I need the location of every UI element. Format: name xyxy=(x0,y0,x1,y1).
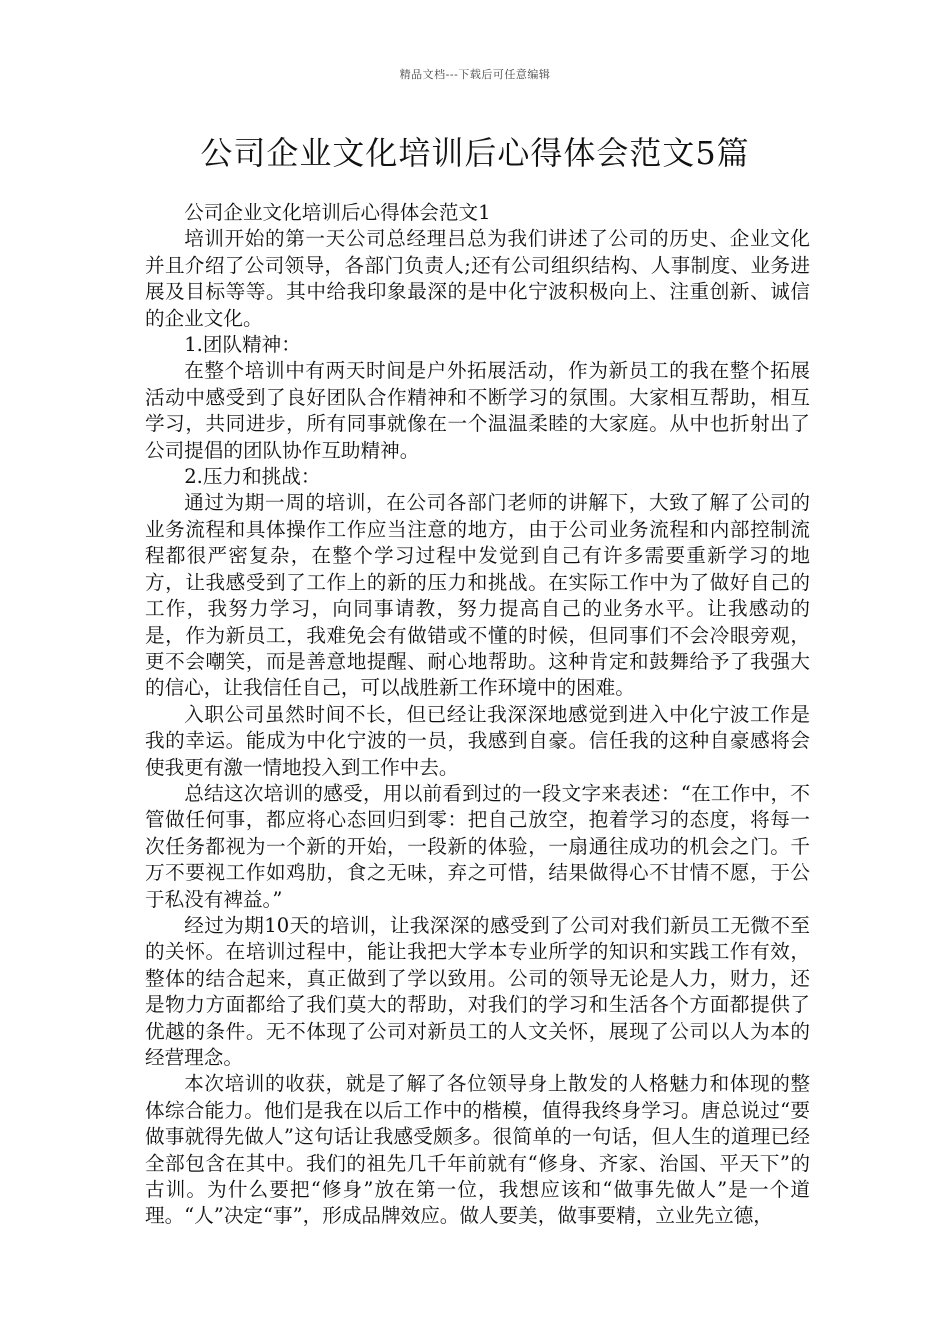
body-paragraph: 入职公司虽然时间不长，但已经让我深深地感觉到进入中化宁波工作是我的幸运。能成为中化宁波的一员，我感到自豪。信任我的这种自豪感将会使我更有激一情地投入到工作中去。 xyxy=(145,702,810,779)
subtitle-paragraph: 公司企业文化培训后心得体会范文1 xyxy=(184,201,491,224)
document-body xyxy=(145,200,810,1230)
body-paragraph: 经过为期10天的培训，让我深深的感受到了公司对我们新员工无微不至的关怀。在培训过程中，能让我把大学本专业所学的知识和实践工作有效，整体的结合起来，真正做到了学以致用。公司的领导无论是人力，财力，还是物力方面都给了我们莫大的帮助，对我们的学习和生活各个方面都提供了优越的条件。无不体现了公司对新员工的人文关怀，展现了公司以人为本的经营理念。 xyxy=(145,913,810,1069)
body-paragraph: 本次培训的收获，就是了解了各位领导身上散发的人格魅力和体现的整体综合能力。他们是我在以后工作中的楷模，值得我终身学习。唐总说过“要做事就得先做人”这句话让我感受颇多。很简单的一句话，但人生的道理已经全部包含在其中。我们的祖先几千年前就有“修身、齐家、治国、平天下”的古训。为什么要把“修身”放在第一位，我想应该和“做事先做人”是一个道理。“人”决定“事”，形成品牌效应。做人要美，做事要精，立业先立德， xyxy=(145,1072,810,1228)
body-paragraph: 通过为期一周的培训，在公司各部门老师的讲解下，大致了解了公司的业务流程和具体操作工作应当注意的地方，由于公司业务流程和内部控制流程都很严密复杂，在整个学习过程中发觉到自己有许多需要重新学习的地方，让我感受到了工作上的新的压力和挑战。在实际工作中为了做好自己的工作，我努力学习，向同事请教，努力提高自己的业务水平。让我感动的是，作为新员工，我难免会有做错或不懂的时候，但同事们不会冷眼旁观，更不会嘲笑，而是善意地提醒、耐心地帮助。这种肯定和鼓舞给予了我强大的信心，让我信任自己，可以战胜新工作环境中的困难。 xyxy=(145,491,810,700)
body-paragraph: 在整个培训中有两天时间是户外拓展活动，作为新员工的我在整个拓展活动中感受到了良好团队合作精神和不断学习的氛围。大家相互帮助，相互学习，共同进步，所有同事就像在一个温温柔睦的大家庭。从中也折射出了公司提倡的团队协作互助精神。 xyxy=(145,359,810,462)
document-title: 公司企业文化培训后心得体会范文5篇 xyxy=(200,134,750,172)
section-heading-pressure-challenge: 2.压力和挑战： xyxy=(184,465,321,489)
body-paragraph: 培训开始的第一天公司总经理吕总为我们讲述了公司的历史、企业文化并且介绍了公司领导，各部门负责人;还有公司组织结构、人事制度、业务进展及目标等等。其中给我印象最深的是中化宁波积极向上、注重创新、诚信的企业文化。 xyxy=(145,227,810,330)
body-paragraph: 总结这次培训的感受，用以前看到过的一段文字来表述：“在工作中，不管做任何事，都应将心态回归到零：把自己放空，抱着学习的态度，将每一次任务都视为一个新的开始，一段新的体验，一扇通往成功的机会之门。千万不要视工作如鸡肋，食之无味，弃之可惜，结果做得心不甘情不愿，于公于私没有裨益。” xyxy=(145,781,810,911)
section-heading-team-spirit: 1.团队精神： xyxy=(184,333,301,357)
header-note: 精品文档---下载后可任意编辑 xyxy=(399,68,551,81)
